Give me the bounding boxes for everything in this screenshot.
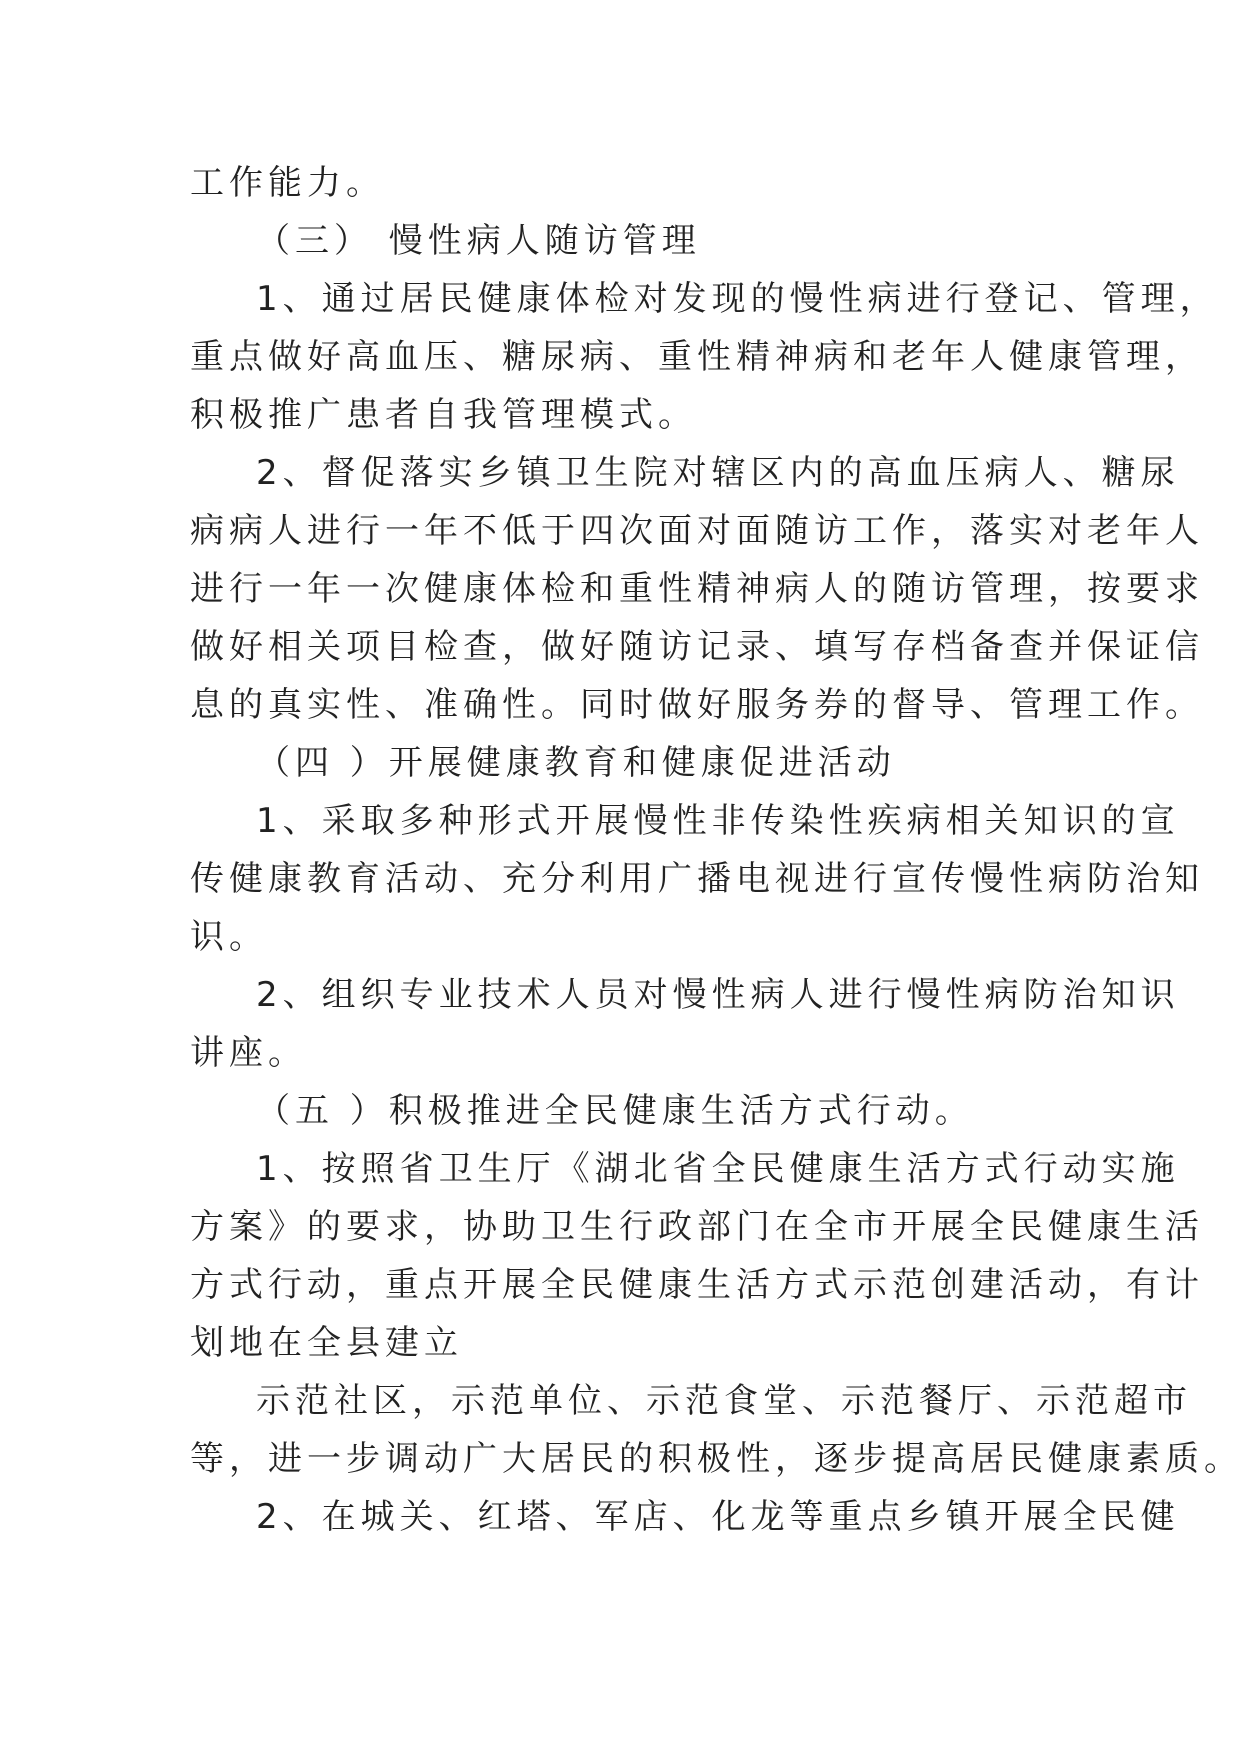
- text-line: 息的真实性、准确性。同时做好服务券的督导、管理工作。: [190, 685, 1204, 725]
- section-heading-5: （五 ）积极推进全民健康生活方式行动。: [256, 1091, 974, 1131]
- text-line: 划地在全县建立: [190, 1323, 463, 1363]
- text-line: 讲座。: [190, 1033, 307, 1073]
- text-line: 1、采取多种形式开展慢性非传染性疾病相关知识的宣: [256, 801, 1180, 841]
- text-line: 1、按照省卫生厅《湖北省全民健康生活方式行动实施: [256, 1149, 1180, 1189]
- text-line: 传健康教育活动、充分利用广播电视进行宣传慢性病防治知: [190, 859, 1204, 899]
- text-line: 积极推广患者自我管理模式。: [190, 395, 697, 435]
- text-line: 2、在城关、红塔、军店、化龙等重点乡镇开展全民健: [256, 1497, 1180, 1537]
- document-body: [190, 154, 1243, 1546]
- text-line: 示范社区，示范单位、示范食堂、示范餐厅、示范超市: [256, 1381, 1192, 1421]
- text-line: 1、通过居民健康体检对发现的慢性病进行登记、管理，: [256, 279, 1219, 319]
- text-line: 方式行动，重点开展全民健康生活方式示范创建活动，有计: [190, 1265, 1204, 1305]
- text-line: 重点做好高血压、糖尿病、重性精神病和老年人健康管理，: [190, 337, 1204, 377]
- text-line: 进行一年一次健康体检和重性精神病人的随访管理，按要求: [190, 569, 1204, 609]
- section-heading-3: （三） 慢性病人随访管理: [256, 221, 701, 261]
- text-line: 等，进一步调动广大居民的积极性，逐步提高居民健康素质。: [190, 1439, 1243, 1479]
- text-line: 2、督促落实乡镇卫生院对辖区内的高血压病人、糖尿: [256, 453, 1180, 493]
- text-line: 工作能力。: [190, 163, 385, 203]
- section-heading-4: （四 ）开展健康教育和健康促进活动: [256, 743, 896, 783]
- text-line: 识。: [190, 917, 268, 957]
- text-line: 2、组织专业技术人员对慢性病人进行慢性病防治知识: [256, 975, 1180, 1015]
- text-line: 方案》的要求，协助卫生行政部门在全市开展全民健康生活: [190, 1207, 1204, 1247]
- text-line: 病病人进行一年不低于四次面对面随访工作，落实对老年人: [190, 511, 1204, 551]
- text-line: 做好相关项目检查，做好随访记录、填写存档备查并保证信: [190, 627, 1204, 667]
